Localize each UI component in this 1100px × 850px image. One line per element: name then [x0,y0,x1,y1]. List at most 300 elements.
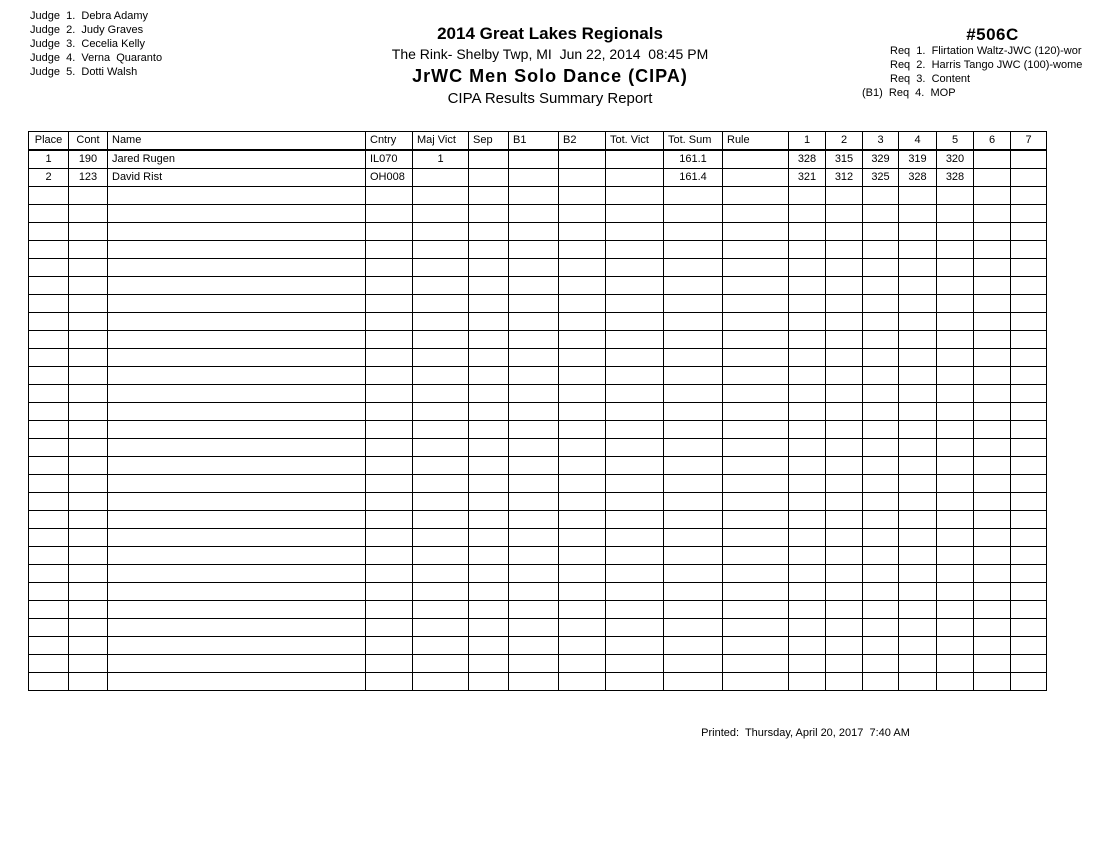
result-cell [826,583,863,601]
result-cell [469,277,509,295]
result-cell [413,439,469,457]
result-cell [974,277,1011,295]
judge-line: Judge 5. Dotti Walsh [30,66,138,78]
empty-row [29,367,1047,385]
result-cell [509,331,559,349]
result-cell [664,313,723,331]
result-cell [366,331,413,349]
result-cell [937,295,974,313]
result-cell [1011,619,1047,637]
result-cell [469,241,509,259]
result-cell [69,295,108,313]
result-cell [413,187,469,205]
result-cell [366,205,413,223]
result-cell [469,259,509,277]
empty-row [29,205,1047,223]
result-cell [509,475,559,493]
result-cell [863,637,899,655]
event-title: JrWC Men Solo Dance (CIPA) [412,66,688,86]
empty-row [29,187,1047,205]
result-cell [108,385,366,403]
result-cell [863,313,899,331]
result-cell [366,403,413,421]
result-cell [723,529,789,547]
result-cell [863,475,899,493]
result-cell [937,385,974,403]
judge-line: Judge 1. Debra Adamy [30,10,149,22]
empty-row [29,529,1047,547]
empty-row [29,493,1047,511]
result-cell [1011,205,1047,223]
result-cell [469,385,509,403]
result-cell: 325 [863,169,899,187]
result-cell [826,673,863,691]
result-cell [509,655,559,673]
empty-row [29,511,1047,529]
result-cell [69,565,108,583]
report-title: CIPA Results Summary Report [447,90,653,107]
result-cell [789,223,826,241]
result-cell [29,331,69,349]
result-cell [899,457,937,475]
result-cell [937,367,974,385]
result-cell [1011,655,1047,673]
result-cell [69,547,108,565]
result-cell [413,205,469,223]
result-cell [366,547,413,565]
result-cell [469,565,509,583]
result-cell [366,187,413,205]
result-cell [509,241,559,259]
result-cell [1011,277,1047,295]
result-cell [606,529,664,547]
column-header: 6 [974,132,1011,151]
result-cell [559,187,606,205]
result-cell [1011,295,1047,313]
result-cell [1011,367,1047,385]
result-cell [899,241,937,259]
result-cell [974,673,1011,691]
result-cell [723,547,789,565]
result-cell [559,241,606,259]
result-cell [29,547,69,565]
result-cell [789,619,826,637]
result-cell [108,673,366,691]
result-cell [723,259,789,277]
column-header: 2 [826,132,863,151]
result-cell [509,403,559,421]
result-cell [108,547,366,565]
empty-row [29,457,1047,475]
result-cell [974,223,1011,241]
result-cell [789,655,826,673]
result-cell [509,529,559,547]
result-cell [469,223,509,241]
result-cell [509,565,559,583]
result-cell [509,601,559,619]
result-cell [723,367,789,385]
result-cell [664,655,723,673]
result-cell [826,349,863,367]
result-cell [1011,583,1047,601]
result-cell [29,295,69,313]
result-cell [69,475,108,493]
result-cell [863,457,899,475]
result-cell [606,421,664,439]
result-cell [826,241,863,259]
result-cell [29,637,69,655]
result-cell [559,403,606,421]
result-cell [937,349,974,367]
result-cell [606,493,664,511]
result-cell [826,619,863,637]
result-cell [1011,223,1047,241]
result-cell [469,673,509,691]
result-cell [413,601,469,619]
result-cell [366,313,413,331]
result-cell [69,241,108,259]
result-cell [826,277,863,295]
result-cell [606,349,664,367]
result-cell [413,169,469,187]
result-cell [974,259,1011,277]
result-cell [108,493,366,511]
result-cell [937,547,974,565]
result-cell [664,295,723,313]
result-cell [413,619,469,637]
result-cell [974,439,1011,457]
result-cell [664,241,723,259]
empty-row [29,403,1047,421]
result-cell [1011,511,1047,529]
result-cell [108,223,366,241]
result-cell [559,150,606,169]
printed-timestamp: Printed: Thursday, April 20, 2017 7:40 AM [701,727,910,739]
result-cell [937,655,974,673]
result-cell [723,277,789,295]
result-cell [826,475,863,493]
result-cell [937,619,974,637]
result-cell [469,349,509,367]
result-cell [559,547,606,565]
result-cell: 1 [413,150,469,169]
result-cell [1011,150,1047,169]
column-header: Tot. Sum [664,132,723,151]
result-cell [937,457,974,475]
result-cell [29,565,69,583]
result-cell [469,205,509,223]
result-cell [1011,493,1047,511]
empty-row [29,421,1047,439]
result-cell [69,493,108,511]
empty-row [29,241,1047,259]
result-cell [899,349,937,367]
result-cell [1011,601,1047,619]
result-cell [509,583,559,601]
result-cell [29,493,69,511]
result-cell [789,565,826,583]
result-cell [1011,331,1047,349]
result-cell [723,223,789,241]
result-cell [899,529,937,547]
result-cell [366,385,413,403]
result-cell [469,457,509,475]
result-cell [366,529,413,547]
result-cell [29,259,69,277]
result-cell [974,655,1011,673]
result-cell [69,601,108,619]
result-cell [863,547,899,565]
result-cell [899,223,937,241]
result-cell [413,547,469,565]
result-cell [69,331,108,349]
result-cell [1011,637,1047,655]
result-cell [826,565,863,583]
result-cell [664,637,723,655]
result-cell [974,565,1011,583]
result-cell: 123 [69,169,108,187]
result-cell: 2 [29,169,69,187]
result-cell [509,511,559,529]
result-cell [69,277,108,295]
result-cell [789,205,826,223]
column-header: Rule [723,132,789,151]
result-cell [108,583,366,601]
result-cell [974,493,1011,511]
result-cell [606,295,664,313]
result-cell [469,601,509,619]
column-header: 3 [863,132,899,151]
result-cell [723,187,789,205]
result-cell [863,619,899,637]
result-cell [413,349,469,367]
result-cell [863,493,899,511]
result-cell [366,655,413,673]
result-cell [723,313,789,331]
result-cell [664,187,723,205]
result-cell [937,601,974,619]
result-cell [366,475,413,493]
column-header: 5 [937,132,974,151]
report-header [270,24,830,110]
result-cell [469,637,509,655]
result-cell [937,673,974,691]
result-cell [723,475,789,493]
result-cell [899,205,937,223]
result-cell [108,601,366,619]
result-cell [69,313,108,331]
result-cell [413,277,469,295]
result-cell [413,583,469,601]
result-cell [826,313,863,331]
column-header: 7 [1011,132,1047,151]
empty-row [29,547,1047,565]
result-cell [559,475,606,493]
result-cell [664,565,723,583]
result-cell [789,295,826,313]
result-cell [559,277,606,295]
result-cell [974,529,1011,547]
result-cell [664,223,723,241]
result-cell [664,421,723,439]
empty-row [29,673,1047,691]
result-cell [664,493,723,511]
result-cell [723,583,789,601]
result-cell [559,169,606,187]
result-cell: Jared Rugen [108,150,366,169]
result-cell [108,637,366,655]
result-cell [413,385,469,403]
result-cell [664,439,723,457]
result-cell [509,205,559,223]
result-cell [108,655,366,673]
result-cell [469,313,509,331]
empty-row [29,601,1047,619]
result-cell [108,475,366,493]
result-cell [29,241,69,259]
result-cell [723,150,789,169]
result-cell [29,403,69,421]
result-cell [413,421,469,439]
result-cell [108,529,366,547]
result-cell [826,403,863,421]
result-cell [789,673,826,691]
result-cell [469,511,509,529]
requirement-line: Req 1. Flirtation Waltz-JWC (120)-wor [890,45,1082,57]
result-cell [1011,403,1047,421]
result-cell [606,457,664,475]
column-header: 4 [899,132,937,151]
result-cell [1011,313,1047,331]
result-cell [413,241,469,259]
result-cell [469,493,509,511]
result-cell [413,295,469,313]
result-cell [789,475,826,493]
result-cell [863,655,899,673]
requirement-line: Req 3. Content [890,73,971,85]
result-cell [509,385,559,403]
result-cell [789,601,826,619]
result-cell [937,493,974,511]
result-cell [826,655,863,673]
competition-title: 2014 Great Lakes Regionals [437,24,663,43]
result-cell [723,565,789,583]
empty-row [29,295,1047,313]
result-cell [937,637,974,655]
result-cell [108,295,366,313]
column-header: Sep [469,132,509,151]
result-cell [606,241,664,259]
result-cell [413,655,469,673]
result-cell [974,331,1011,349]
result-cell [469,655,509,673]
result-cell [899,277,937,295]
result-cell [789,457,826,475]
result-cell [1011,457,1047,475]
result-cell [413,223,469,241]
result-cell: 329 [863,150,899,169]
result-cell [789,313,826,331]
empty-row [29,385,1047,403]
result-cell [29,385,69,403]
column-header: 1 [789,132,826,151]
result-cell [937,529,974,547]
result-cell [723,619,789,637]
empty-row [29,619,1047,637]
result-cell [366,295,413,313]
result-cell [29,601,69,619]
results-table [28,131,1047,691]
result-cell [69,259,108,277]
result-cell [723,673,789,691]
result-cell [606,331,664,349]
result-cell [664,619,723,637]
result-cell [664,331,723,349]
result-cell [664,547,723,565]
result-cell [826,295,863,313]
result-cell [559,655,606,673]
result-cell [1011,439,1047,457]
result-cell [606,223,664,241]
result-cell [469,583,509,601]
result-cell [509,277,559,295]
result-cell [863,259,899,277]
result-cell [29,349,69,367]
result-cell [899,385,937,403]
result-cell [937,511,974,529]
result-cell [826,385,863,403]
result-cell [723,385,789,403]
result-cell [509,150,559,169]
empty-row [29,313,1047,331]
result-cell [899,493,937,511]
result-cell [863,223,899,241]
result-cell [863,583,899,601]
result-cell: OH008 [366,169,413,187]
result-cell [899,187,937,205]
column-header: Place [29,132,69,151]
empty-row [29,439,1047,457]
result-cell [559,673,606,691]
result-cell [606,150,664,169]
result-cell [108,403,366,421]
result-cell [509,637,559,655]
result-cell [789,547,826,565]
result-cell [899,655,937,673]
result-cell [366,349,413,367]
result-cell [29,655,69,673]
result-cell [69,511,108,529]
result-cell [29,511,69,529]
venue-date-line: The Rink- Shelby Twp, MI Jun 22, 2014 08:45 PM [391,46,709,62]
result-cell [606,475,664,493]
result-cell [559,439,606,457]
event-number: #506C [966,25,1019,44]
result-cell [1011,529,1047,547]
result-cell [559,637,606,655]
result-cell [606,259,664,277]
result-cell [664,583,723,601]
result-cell [606,511,664,529]
requirements-list [862,44,1100,100]
result-cell [509,259,559,277]
result-cell [413,511,469,529]
result-cell [723,241,789,259]
result-cell [723,511,789,529]
result-cell [937,475,974,493]
result-cell [899,421,937,439]
result-cell [974,150,1011,169]
